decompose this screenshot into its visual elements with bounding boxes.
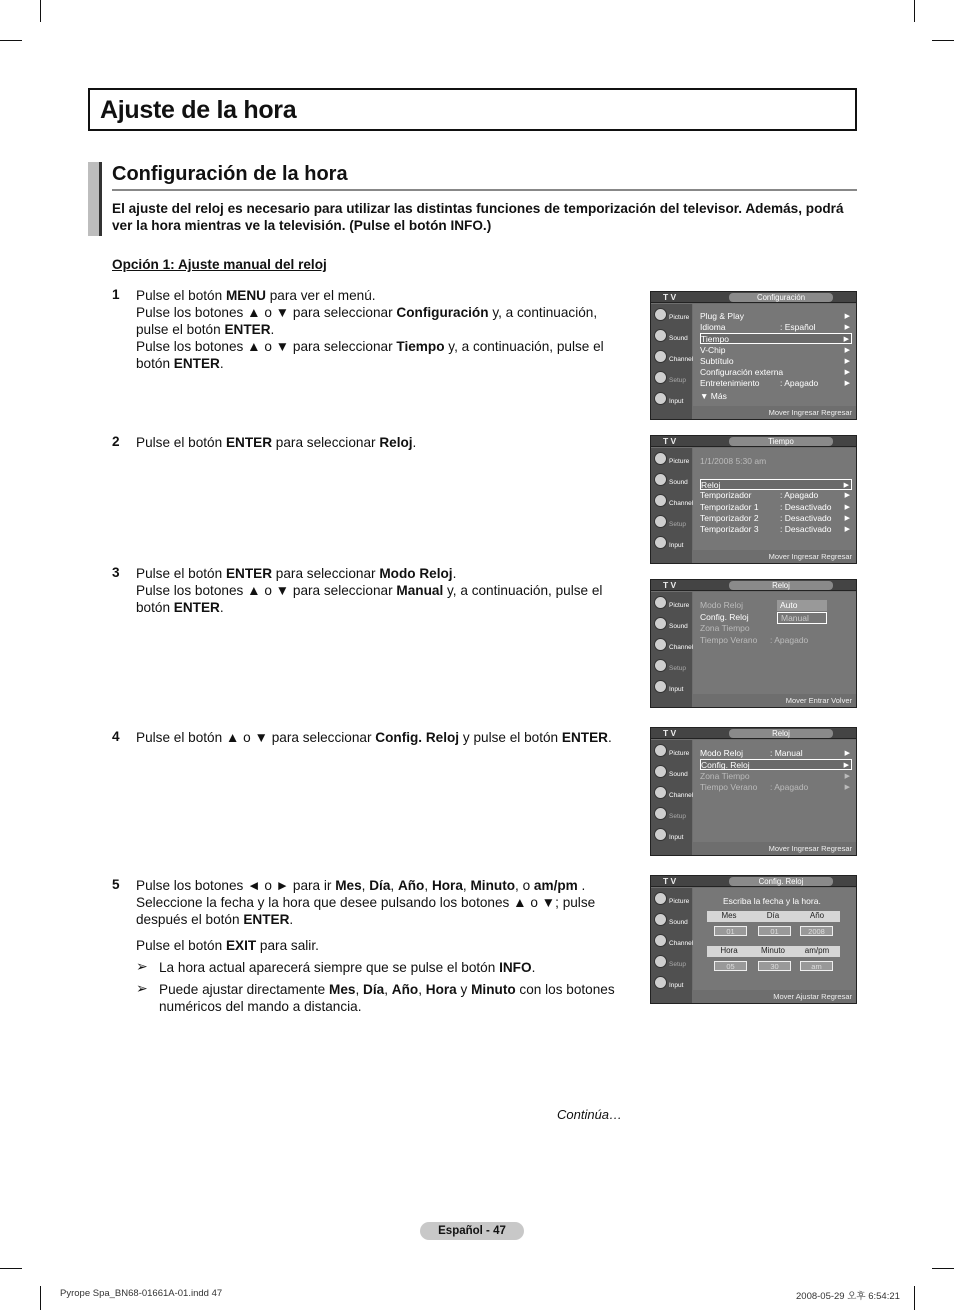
setup-icon [654,371,667,384]
setup-icon [654,955,667,968]
menu-panel [693,888,856,990]
sidebar-channel: Channel [653,932,691,952]
channel-icon [654,638,667,651]
month-field: 01 [714,926,747,936]
note-arrow-icon: ➢ [136,958,148,974]
menu-title: Config. Reloj [729,877,833,886]
tv-screen-reloj-config [650,727,857,856]
menu-row: V-Chip ▶ [700,345,850,355]
menu-row: Temporizador 2 : Desactivado ▶ [700,513,850,523]
date-labels: Mes Día Año [707,911,840,922]
picture-icon [654,452,667,465]
tv-label: T V [663,436,677,446]
tv-screen-tiempo [650,435,857,564]
step-number: 3 [112,565,120,580]
menu-row: Configuración externa ▶ [700,367,850,377]
sidebar-sound: Sound [653,763,691,783]
menu-row: Tiempo Verano : Apagado [700,635,809,645]
crop-mark [0,1268,22,1269]
menu-row: Idioma : Español ▶ [700,322,850,332]
tv-label: T V [663,876,677,886]
menu-row: Tiempo Verano : Apagado ▶ [700,782,850,792]
sidebar-setup: Setup [653,513,691,533]
minute-field: 30 [758,961,791,971]
tv-screen-configuracion [650,291,857,420]
input-icon [654,392,667,405]
sidebar-sound: Sound [653,471,691,491]
menu-row: Config. Reloj [700,612,749,622]
sidebar-setup: Setup [653,657,691,677]
picture-icon [654,892,667,905]
sidebar-channel: Channel [653,636,691,656]
menu-hint: Mover Ingresar Regresar [768,408,852,417]
tv-label: T V [663,580,677,590]
sound-icon [654,913,667,926]
menu-panel [693,592,856,694]
sound-icon [654,765,667,778]
footer-date: 2008-05-29 오후 6:54:21 [796,1291,900,1302]
clock-prompt: Escriba la fecha y la hora. [723,896,821,906]
sidebar-setup: Setup [653,369,691,389]
tv-label: T V [663,292,677,302]
channel-icon [654,350,667,363]
menu-panel [693,304,856,406]
picture-icon [654,308,667,321]
footer-file: Pyrope Spa_BN68-01661A-01.indd 47 [60,1288,223,1299]
year-field: 2008 [800,926,833,936]
sidebar-sound: Sound [653,615,691,635]
step-2-text: Pulse el botón ENTER para seleccionar Reloj. [136,435,417,450]
crop-mark [914,1286,915,1310]
menu-row: Temporizador 1 : Desactivado ▶ [700,502,850,512]
sidebar-sound: Sound [653,911,691,931]
sidebar-channel: Channel [653,348,691,368]
menu-panel [693,740,856,842]
sidebar-input: Input [653,826,691,846]
page-title: Ajuste de la hora [100,96,297,124]
menu-row: Temporizador : Apagado ▶ [700,490,850,500]
tv-sidebar [651,592,692,708]
menu-row: Subtítulo ▶ [700,356,850,366]
day-field: 01 [758,926,791,936]
setup-icon [654,659,667,672]
menu-row: Entretenimiento : Apagado ▶ [700,378,850,388]
step-number: 2 [112,434,120,449]
sidebar-input: Input [653,534,691,554]
step-number: 1 [112,287,120,302]
ampm-field: am [800,961,833,971]
sidebar-picture: Picture [653,450,691,470]
tv-screen-reloj-modo [650,579,857,708]
time-labels: Hora Minuto am/pm [707,946,840,957]
page-number: Español - 47 [420,1222,524,1240]
menu-row-selected: Reloj ▶ [700,479,852,490]
menu-row: Zona Tiempo [700,623,750,633]
section-bar [88,162,102,236]
menu-row-selected: Tiempo ▶ [700,333,852,344]
menu-row: Zona Tiempo ▶ [700,771,850,781]
tv-label: T V [663,728,677,738]
channel-icon [654,934,667,947]
note-2: Puede ajustar directamente Mes, Día, Año, Hora y Minuto con los botones numéricos del mando a distancia. [159,982,615,1014]
step-1-text: Pulse el botón MENU para ver el menú. Pulse los botones ▲ o ▼ para seleccionar Configuración y, a continuación, pulse el botón ENTER. Pulse los botones ▲ o ▼ para seleccionar Tiempo y, a continuación, pulse el botón ENTER. [136,288,604,371]
exit-note: Pulse el botón EXIT para salir. [136,938,319,953]
crop-mark [914,0,915,22]
input-icon [654,536,667,549]
menu-hint: Mover Ingresar Regresar [768,844,852,853]
sidebar-sound: Sound [653,327,691,347]
input-icon [654,976,667,989]
option-auto: Auto [777,600,827,611]
menu-row: Plug & Play ▶ [700,311,850,321]
step-4-text: Pulse el botón ▲ o ▼ para seleccionar Config. Reloj y pulse el botón ENTER. [136,730,612,745]
tv-sidebar [651,888,692,1004]
crop-mark [932,1268,954,1269]
menu-title: Reloj [729,729,833,738]
menu-hint: Mover Ajustar Regresar [773,992,852,1001]
step-3-text: Pulse el botón ENTER para seleccionar Modo Reloj. Pulse los botones ▲ o ▼ para seleccionar Manual y, a continuación, pulse el botón ENTER. [136,566,603,615]
note-1: La hora actual aparecerá siempre que se pulse el botón INFO. [159,960,536,975]
sound-icon [654,329,667,342]
sidebar-input: Input [653,390,691,410]
crop-mark [40,0,41,22]
input-icon [654,680,667,693]
step-number: 4 [112,729,120,744]
page-title-box [88,88,857,131]
menu-title: Reloj [729,581,833,590]
tv-screen-config-reloj [650,875,857,1004]
sidebar-input: Input [653,678,691,698]
channel-icon [654,494,667,507]
sidebar-setup: Setup [653,953,691,973]
intro-text: El ajuste del reloj es necesario para utilizar las distintas funciones de temporización del televisor. Además, podrá ver la hora mientras ve la televisión. (Pulse el botón INFO.) [112,201,844,233]
menu-row: Modo Reloj [700,600,743,610]
menu-panel [693,448,856,550]
sidebar-picture: Picture [653,890,691,910]
setup-icon [654,515,667,528]
option-heading: Opción 1: Ajuste manual del reloj [112,257,327,272]
sidebar-channel: Channel [653,784,691,804]
section-title: Configuración de la hora [112,163,348,185]
tv-sidebar [651,448,692,564]
step-number: 5 [112,877,120,892]
sidebar-input: Input [653,974,691,994]
tv-sidebar [651,304,692,420]
sidebar-picture: Picture [653,594,691,614]
sidebar-picture: Picture [653,742,691,762]
clock-readout: 1/1/2008 5:30 am [700,456,767,466]
crop-mark [0,40,22,41]
menu-row: Temporizador 3 : Desactivado ▶ [700,524,850,534]
picture-icon [654,596,667,609]
setup-icon [654,807,667,820]
continue-text: Continúa… [557,1107,623,1122]
picture-icon [654,744,667,757]
crop-mark [932,40,954,41]
channel-icon [654,786,667,799]
menu-row: Modo Reloj : Manual ▶ [700,748,850,758]
hour-field: 05 [714,961,747,971]
option-manual-selected: Manual [777,612,827,624]
menu-hint: Mover Entrar Volver [785,696,852,705]
sidebar-picture: Picture [653,306,691,326]
menu-row-selected: Config. Reloj ▶ [700,759,852,770]
step-5-text: Pulse los botones ◄ o ► para ir Mes, Día, Año, Hora, Minuto, o am/pm . Seleccione la fecha y la hora que desee pulsando los botones ▲ o ▼; pulse después el botón ENTER. [136,878,596,927]
menu-title: Tiempo [729,437,833,446]
menu-hint: Mover Ingresar Regresar [768,552,852,561]
sound-icon [654,473,667,486]
menu-more: ▼ Más [700,391,727,401]
tv-sidebar [651,740,692,856]
sidebar-setup: Setup [653,805,691,825]
note-arrow-icon: ➢ [136,980,148,996]
sound-icon [654,617,667,630]
crop-mark [40,1286,41,1310]
input-icon [654,828,667,841]
menu-title: Configuración [729,293,833,302]
section-rule [112,189,857,191]
sidebar-channel: Channel [653,492,691,512]
